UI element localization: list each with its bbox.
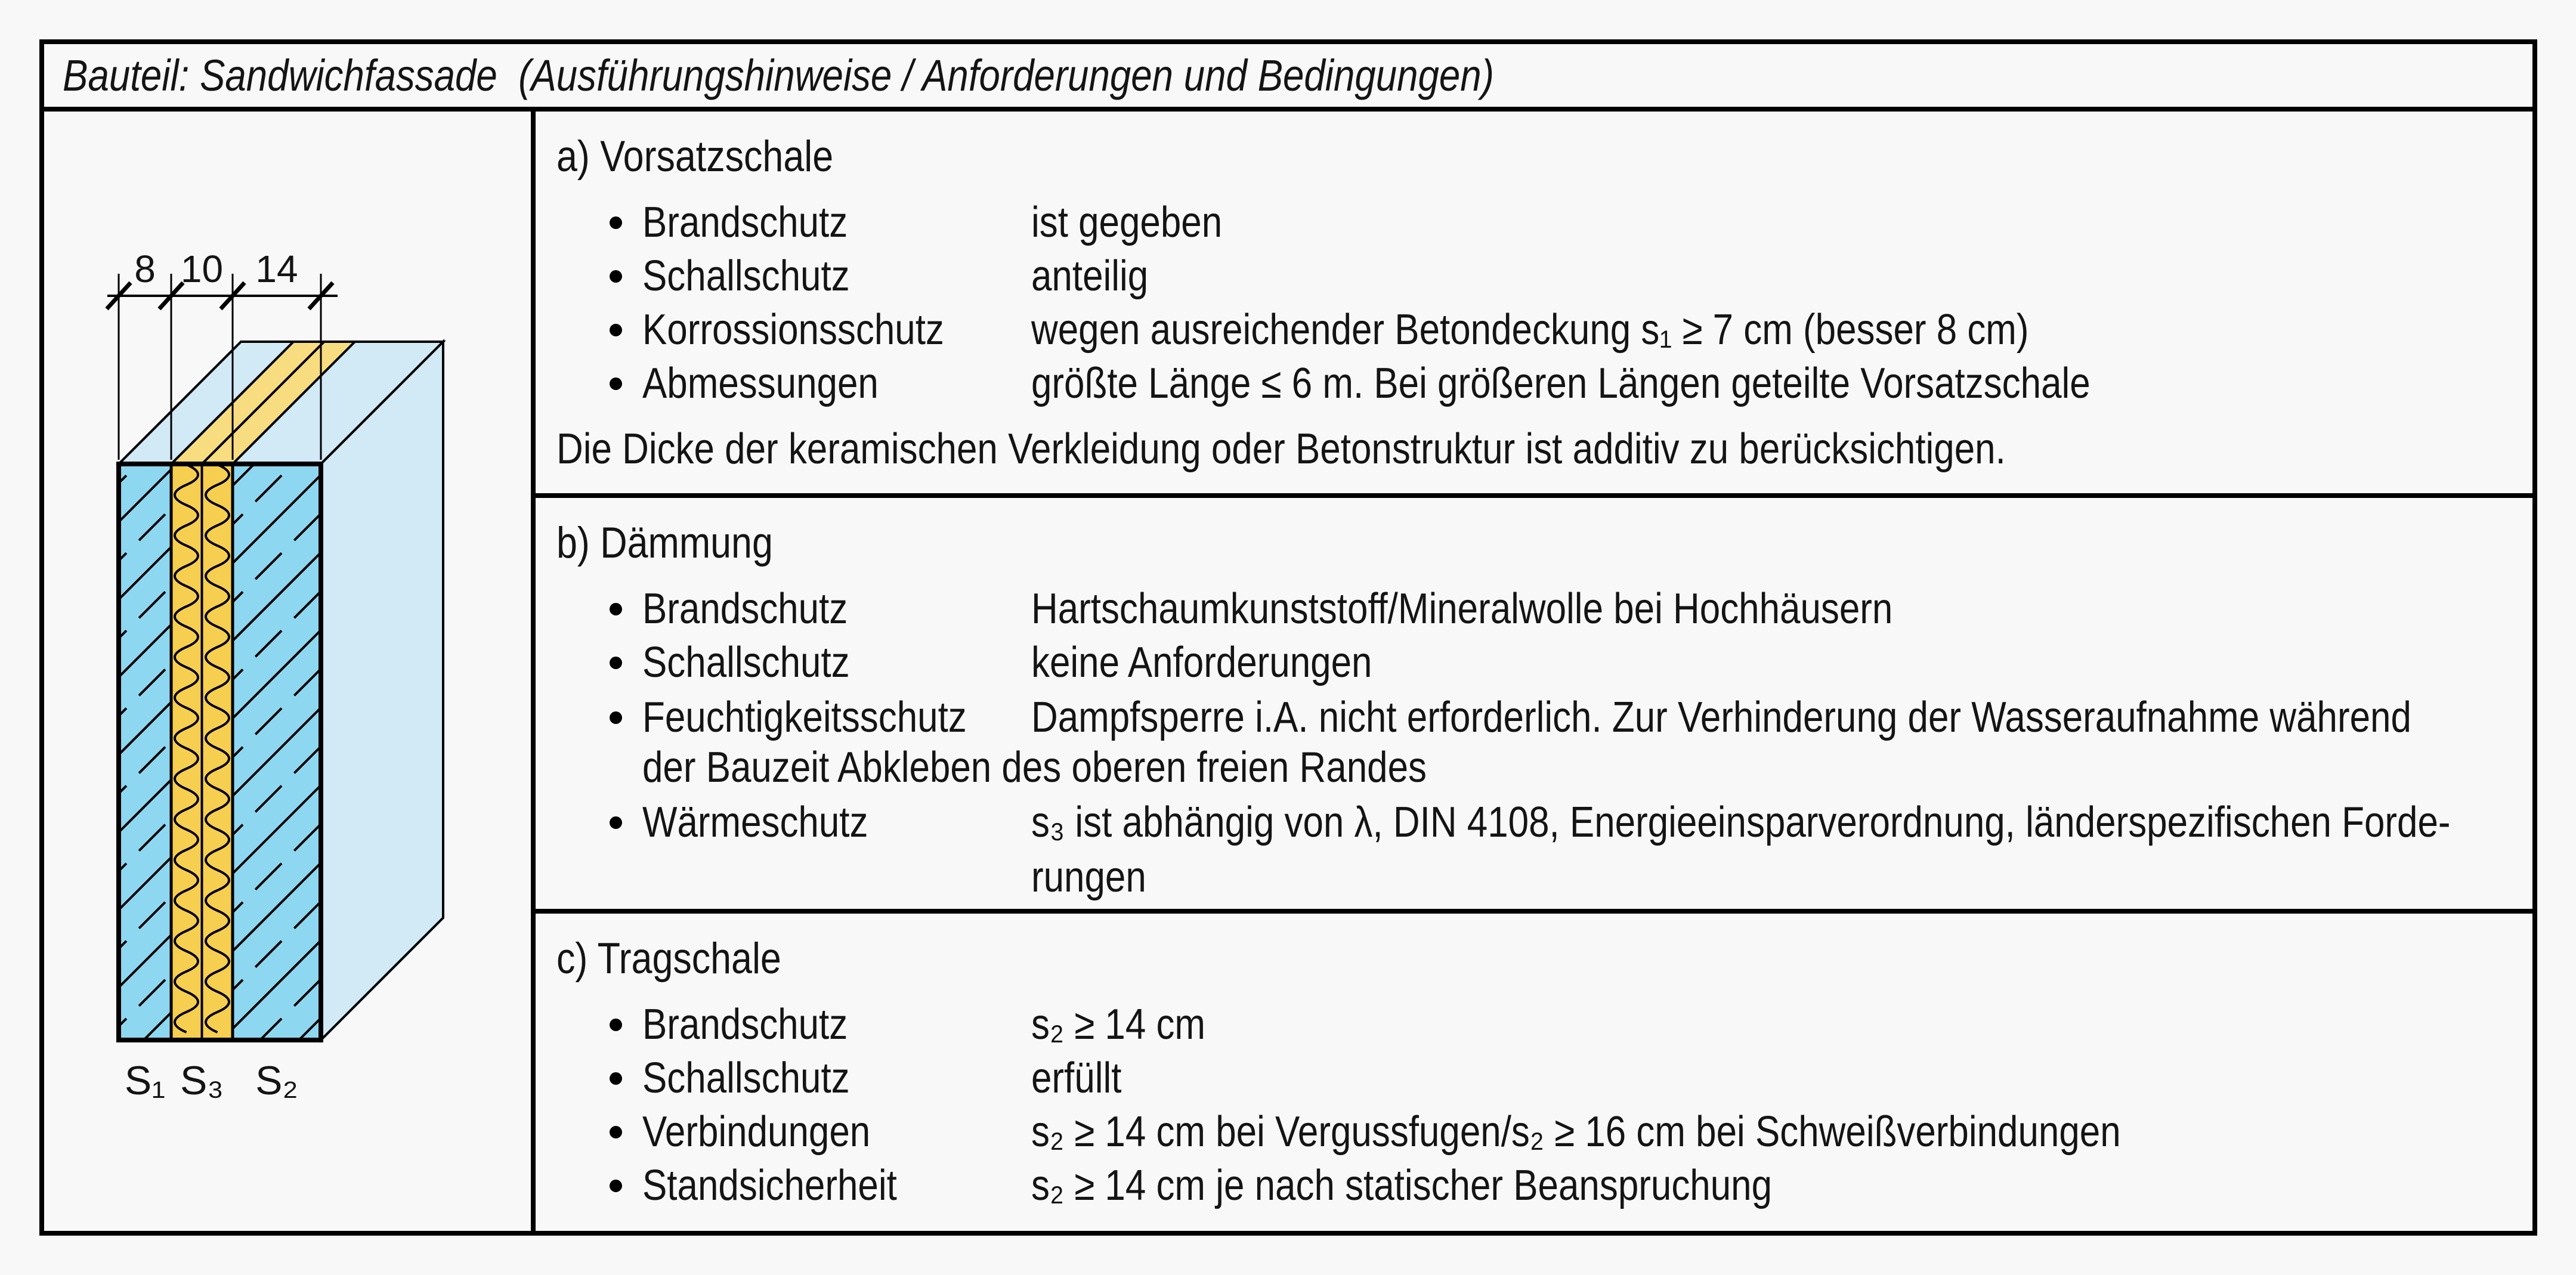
- requirement-row: [536, 303, 2532, 357]
- bullet-icon: [610, 270, 622, 283]
- section-heading: a) Vorsatzschale: [556, 132, 834, 181]
- concrete-hatch-s1: [119, 464, 171, 1040]
- requirement-row: [536, 357, 2532, 410]
- dim-label-10: 10: [180, 247, 224, 290]
- requirement-term: Abmessungen: [642, 360, 879, 407]
- requirement-row: [536, 582, 2532, 636]
- requirement-term: Schallschutz: [642, 252, 850, 300]
- requirement-row: [536, 1105, 2532, 1159]
- dim-label-14: 14: [255, 247, 298, 290]
- dimension-labels: [134, 247, 298, 290]
- bullet-icon: [610, 816, 622, 829]
- bullet-icon: [610, 657, 622, 669]
- bullet-icon: [610, 1019, 622, 1031]
- requirement-row: [536, 998, 2532, 1051]
- requirement-term: der Bauzeit Abkleben des oberen freien Randes: [642, 744, 1427, 791]
- page-title: Bauteil: Sandwichfassade (Ausführungshinweise / Anforderungen und Bedingungen): [63, 51, 1494, 100]
- requirement-term: Schallschutz: [642, 1054, 850, 1102]
- requirement-term: Korrossionsschutz: [642, 306, 944, 354]
- bullet-icon: [610, 377, 622, 390]
- requirement-row: [536, 1159, 2532, 1212]
- bullet-icon: [610, 216, 622, 229]
- concrete-hatch-s2: [233, 464, 321, 1040]
- bullet-icon: [610, 603, 622, 615]
- requirement-value: rungen: [1031, 853, 1146, 901]
- requirement-term: Brandschutz: [642, 199, 848, 246]
- label-s1: S₁: [124, 1058, 166, 1103]
- section-tragschale: [536, 914, 2532, 1231]
- requirement-term: Feuchtigkeitsschutz: [642, 694, 967, 741]
- requirement-term: Brandschutz: [642, 1001, 848, 1048]
- requirement-value: ist gegeben: [1031, 199, 1223, 246]
- requirement-value: s₂ ≥ 14 cm je nach statischer Beanspruchung: [1031, 1162, 1773, 1209]
- bullet-icon: [610, 711, 622, 724]
- table-frame: [39, 39, 2537, 1236]
- requirement-term: Standsicherheit: [642, 1162, 897, 1209]
- requirement-value: erfüllt: [1031, 1054, 1122, 1102]
- requirement-term: Wärmeschutz: [642, 799, 868, 846]
- requirement-row: [536, 796, 2532, 849]
- requirement-row-continuation: [536, 850, 2532, 904]
- requirement-row: [536, 196, 2532, 249]
- dim-label-8: 8: [134, 247, 156, 290]
- section-vorsatzschale: [536, 112, 2532, 498]
- title-row: [44, 44, 2532, 112]
- requirement-row: [536, 691, 2532, 744]
- requirements-panel: [536, 112, 2532, 1231]
- section-heading: b) Dämmung: [556, 519, 773, 567]
- wall-front-face: [119, 464, 321, 1040]
- requirement-value: Hartschaumkunststoff/Mineralwolle bei Hochhäusern: [1031, 585, 1893, 633]
- section-heading: c) Tragschale: [556, 934, 781, 983]
- section-note: Die Dicke der keramischen Verkleidung oder Betonstruktur ist additiv zu berücksichtigen.: [556, 425, 2006, 473]
- requirement-value: anteilig: [1031, 252, 1149, 300]
- bullet-icon: [610, 1072, 622, 1085]
- requirement-row-continuation: [536, 741, 2532, 794]
- layer-labels: [125, 1058, 298, 1103]
- requirement-row: [536, 1051, 2532, 1105]
- requirement-value: größte Länge ≤ 6 m. Bei größeren Längen geteilte Vorsatzschale: [1031, 360, 2091, 407]
- requirement-value: keine Anforderungen: [1031, 639, 1372, 686]
- sandwich-wall-diagram: [44, 112, 531, 1236]
- requirement-value: s₃ ist abhängig von λ, DIN 4108, Energieeinsparverordnung, länderspezifischen Forde-: [1031, 799, 2451, 846]
- requirement-row: [536, 636, 2532, 689]
- requirement-term: Schallschutz: [642, 639, 850, 686]
- requirement-value: s₂ ≥ 14 cm bei Vergussfugen/s₂ ≥ 16 cm bei Schweißverbindungen: [1031, 1108, 2121, 1156]
- requirement-term: Brandschutz: [642, 585, 848, 633]
- label-s2: S₂: [255, 1058, 298, 1103]
- wall-side-face: [321, 342, 443, 1040]
- bullet-icon: [610, 1126, 622, 1138]
- diagram-panel: [44, 112, 536, 1231]
- bullet-icon: [610, 324, 622, 336]
- requirement-value: wegen ausreichender Betondeckung s₁ ≥ 7 cm (besser 8 cm): [1031, 306, 2029, 354]
- bullet-icon: [610, 1180, 622, 1192]
- section-daemmung: [536, 498, 2532, 914]
- requirement-value: Dampfsperre i.A. nicht erforderlich. Zur Verhinderung der Wasseraufnahme während: [1031, 694, 2411, 741]
- requirement-row: [536, 249, 2532, 303]
- requirement-term: Verbindungen: [642, 1108, 871, 1156]
- label-s3: S₃: [180, 1058, 224, 1103]
- requirement-value: s₂ ≥ 14 cm: [1031, 1001, 1206, 1048]
